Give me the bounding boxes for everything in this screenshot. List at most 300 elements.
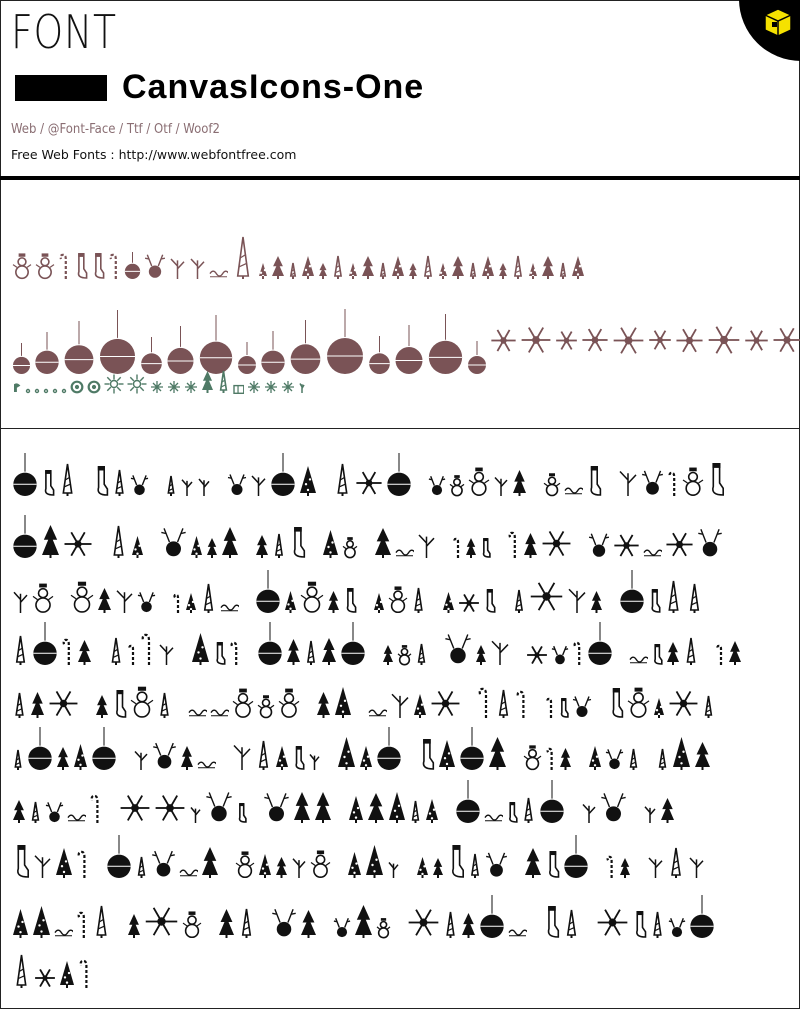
garland-icon bbox=[368, 703, 387, 719]
reindeer-icon bbox=[271, 906, 297, 939]
snowflake-icon bbox=[581, 326, 609, 354]
sample-word bbox=[12, 582, 57, 614]
sample-word bbox=[218, 908, 258, 939]
tree-icon bbox=[348, 262, 358, 280]
tree-icon bbox=[571, 255, 585, 280]
tree-icon bbox=[135, 856, 148, 879]
tree-icon bbox=[481, 255, 495, 280]
tree-icon bbox=[201, 846, 219, 879]
snowflake-icon bbox=[119, 792, 151, 824]
tree-icon bbox=[29, 801, 42, 824]
tree-icon bbox=[185, 592, 197, 614]
tree-icon bbox=[391, 255, 405, 280]
snowman-icon bbox=[449, 474, 465, 497]
sprig-icon bbox=[567, 581, 587, 614]
reindeer-icon bbox=[152, 740, 177, 771]
sprig-icon bbox=[158, 638, 175, 666]
sample-word bbox=[428, 466, 530, 497]
tree-icon bbox=[321, 637, 337, 666]
garland-icon bbox=[54, 923, 73, 939]
sprig-icon bbox=[618, 463, 638, 497]
sprig-icon bbox=[417, 527, 436, 559]
ornament-icon bbox=[198, 315, 234, 375]
tree-icon bbox=[255, 534, 269, 559]
stocking-icon bbox=[91, 252, 105, 280]
sample-word bbox=[12, 793, 106, 824]
tree-icon bbox=[468, 262, 478, 280]
sample-word bbox=[12, 844, 93, 879]
sprig-icon bbox=[387, 857, 400, 879]
tree-icon bbox=[165, 475, 177, 497]
reindeer-icon bbox=[605, 747, 624, 771]
sample-word bbox=[12, 622, 95, 666]
sample-word bbox=[160, 525, 242, 559]
stocking-icon bbox=[74, 252, 88, 280]
tree-icon bbox=[588, 745, 602, 771]
tree-icon bbox=[157, 692, 172, 719]
snowflake-icon bbox=[144, 904, 179, 939]
tree-icon bbox=[92, 905, 111, 939]
garland-icon bbox=[484, 808, 503, 824]
sprig-icon bbox=[197, 473, 211, 497]
tree-icon bbox=[619, 857, 631, 879]
snowman-icon bbox=[130, 685, 154, 719]
tree-icon bbox=[488, 736, 507, 771]
wreath-icon bbox=[70, 380, 84, 394]
tree-icon bbox=[12, 692, 27, 719]
sample-word bbox=[227, 453, 320, 497]
tree-icon bbox=[271, 255, 285, 280]
sample-word bbox=[337, 727, 405, 771]
tree-icon bbox=[322, 529, 339, 559]
snowman-icon bbox=[300, 580, 324, 614]
sample-word bbox=[255, 526, 309, 559]
sample-word bbox=[12, 515, 96, 559]
reindeer-icon bbox=[160, 525, 187, 559]
tree-icon bbox=[415, 643, 428, 666]
reindeer-icon bbox=[144, 252, 166, 280]
tree-icon bbox=[382, 644, 394, 666]
sample-word bbox=[374, 527, 439, 559]
tree-icon bbox=[367, 792, 385, 824]
sample-word bbox=[512, 579, 606, 614]
snowflake-icon bbox=[707, 323, 741, 357]
sample-word bbox=[526, 622, 616, 666]
candy-cane-icon bbox=[89, 793, 103, 824]
tree-icon bbox=[73, 743, 88, 771]
candy-cane-icon bbox=[61, 637, 74, 666]
sample-word bbox=[322, 529, 361, 559]
sprig-icon bbox=[189, 802, 202, 824]
stocking-icon bbox=[586, 465, 602, 497]
tree-icon bbox=[361, 255, 375, 280]
stocking-icon bbox=[418, 738, 435, 771]
ornament-icon bbox=[376, 727, 402, 771]
tree-icon bbox=[451, 255, 465, 280]
tree-icon bbox=[438, 262, 448, 280]
tree-icon bbox=[293, 791, 311, 824]
tree-icon bbox=[32, 905, 51, 939]
sample-word bbox=[255, 570, 360, 614]
sample-word bbox=[95, 685, 175, 719]
stocking-icon bbox=[608, 687, 624, 719]
snowflake-icon bbox=[63, 529, 93, 559]
sprig-icon bbox=[12, 585, 29, 614]
snowflake-icon bbox=[596, 906, 629, 939]
star-icon bbox=[150, 380, 164, 394]
tree-icon bbox=[672, 736, 691, 771]
garland-icon bbox=[188, 703, 207, 719]
ornament-icon bbox=[479, 895, 505, 939]
ornament-icon bbox=[98, 310, 137, 375]
stocking-icon bbox=[707, 462, 725, 497]
candy-cane-icon bbox=[477, 686, 492, 719]
tree-icon bbox=[200, 583, 217, 614]
ornament-icon bbox=[394, 325, 424, 375]
font-label: FONT bbox=[11, 5, 117, 59]
sprig-icon bbox=[643, 801, 657, 824]
garland-icon bbox=[220, 598, 239, 614]
sprig-icon bbox=[232, 737, 252, 771]
tree-icon bbox=[333, 463, 352, 497]
snowman-icon bbox=[468, 466, 490, 497]
sample-word bbox=[70, 580, 159, 614]
sample-word bbox=[316, 686, 355, 719]
candy-cane-icon bbox=[515, 689, 529, 719]
tree-icon bbox=[524, 847, 542, 879]
stocking-icon bbox=[483, 588, 496, 614]
sample-line bbox=[12, 899, 731, 939]
reindeer-icon bbox=[485, 850, 508, 879]
tree-icon bbox=[12, 799, 26, 824]
sample-word bbox=[588, 745, 643, 771]
star-icon bbox=[281, 380, 295, 394]
snowflake-icon bbox=[744, 328, 769, 353]
sample-word bbox=[333, 453, 415, 497]
cube-icon bbox=[763, 7, 793, 37]
snowman-icon bbox=[32, 582, 54, 614]
website-link[interactable]: Free Web Fonts : http://www.webfontfree.com bbox=[11, 147, 297, 162]
sprig-icon bbox=[115, 583, 134, 614]
sprig-icon bbox=[33, 848, 52, 879]
garland-icon bbox=[643, 543, 662, 559]
snowflake-icon bbox=[772, 325, 800, 355]
tree-icon bbox=[301, 255, 315, 280]
tree-icon bbox=[373, 592, 385, 614]
tree-icon bbox=[627, 748, 640, 771]
sprig-icon bbox=[490, 633, 510, 666]
snowflake-icon bbox=[458, 592, 480, 614]
tree-icon bbox=[217, 370, 230, 394]
sprig-icon bbox=[180, 474, 194, 497]
sample-line bbox=[12, 626, 758, 666]
stocking-icon bbox=[12, 844, 30, 879]
candy-cane-icon bbox=[140, 632, 155, 666]
sample-word bbox=[133, 740, 219, 771]
stocking-icon bbox=[447, 844, 465, 879]
snowflake-icon bbox=[612, 324, 645, 357]
candy-cane-icon bbox=[229, 640, 241, 666]
ornament-icon bbox=[32, 622, 58, 666]
ornament-icon bbox=[455, 780, 481, 824]
snowflake-icon bbox=[665, 530, 694, 559]
sample-word bbox=[271, 906, 320, 939]
tree-icon bbox=[558, 262, 568, 280]
stocking-icon bbox=[93, 465, 109, 497]
ornament-icon bbox=[270, 453, 296, 497]
candy-cane-icon bbox=[667, 470, 679, 497]
snowflake-icon bbox=[430, 688, 461, 719]
tree-icon bbox=[523, 532, 538, 559]
candy-cane-icon bbox=[452, 536, 462, 559]
tree-icon bbox=[528, 262, 538, 280]
sample-line bbox=[12, 679, 731, 719]
sprig-icon bbox=[133, 745, 149, 771]
bird-icon bbox=[12, 380, 22, 394]
tree-icon bbox=[12, 908, 29, 939]
sample-word bbox=[523, 744, 575, 771]
tree-icon bbox=[12, 635, 29, 666]
tree-icon bbox=[314, 791, 332, 824]
reindeer-icon bbox=[641, 468, 664, 497]
sample-word bbox=[191, 632, 244, 666]
reindeer-icon bbox=[227, 472, 247, 497]
sample-word bbox=[407, 895, 530, 939]
stocking-icon bbox=[558, 697, 569, 719]
candy-cane-icon bbox=[605, 854, 616, 879]
sprig-icon bbox=[308, 749, 321, 771]
tree-icon bbox=[337, 736, 356, 771]
sample-word bbox=[581, 790, 630, 824]
sample-word bbox=[12, 905, 114, 939]
tree-icon bbox=[650, 911, 665, 939]
ornament-icon bbox=[386, 453, 412, 497]
preview-row-ornaments bbox=[12, 305, 800, 375]
reindeer-icon bbox=[600, 790, 627, 824]
tree-icon bbox=[316, 691, 331, 719]
sample-line bbox=[12, 731, 727, 771]
ornament-icon bbox=[619, 570, 645, 614]
reindeer-icon bbox=[697, 526, 723, 559]
candy-cane-icon bbox=[545, 696, 555, 719]
wreath-icon bbox=[87, 380, 101, 394]
sun-icon bbox=[104, 374, 124, 394]
stocking-icon bbox=[543, 905, 560, 939]
sample-word bbox=[373, 585, 429, 614]
snowman-icon bbox=[682, 466, 704, 497]
tree-icon bbox=[59, 960, 75, 989]
sample-line bbox=[12, 784, 691, 824]
tree-icon bbox=[590, 590, 603, 614]
tree-icon bbox=[206, 537, 218, 559]
sample-word bbox=[106, 835, 222, 879]
snowflake-icon bbox=[675, 326, 704, 355]
garland-icon bbox=[508, 923, 527, 939]
sample-word bbox=[715, 640, 745, 666]
snowman-icon bbox=[12, 252, 32, 280]
sample-word bbox=[347, 844, 403, 879]
tree-icon bbox=[512, 589, 526, 614]
candy-cane-icon bbox=[58, 252, 71, 280]
sprig-icon bbox=[390, 686, 410, 719]
reindeer-icon bbox=[263, 790, 290, 824]
tree-icon bbox=[664, 580, 683, 614]
tree-icon bbox=[12, 749, 24, 771]
corner-badge[interactable] bbox=[739, 0, 800, 61]
snowflake-icon bbox=[355, 469, 383, 497]
tree-icon bbox=[299, 465, 317, 497]
star-icon bbox=[264, 380, 278, 394]
tree-icon bbox=[112, 469, 127, 497]
candy-cane-icon bbox=[572, 640, 584, 666]
snowflake-icon bbox=[648, 328, 672, 352]
tree-icon bbox=[686, 583, 703, 614]
tree-icon bbox=[258, 262, 268, 280]
stocking-icon bbox=[289, 526, 306, 559]
sprig-icon bbox=[298, 380, 306, 394]
snowman-icon bbox=[278, 687, 300, 719]
tree-icon bbox=[347, 851, 362, 879]
ornament-icon bbox=[289, 320, 322, 375]
tree-icon bbox=[190, 535, 203, 559]
sun-icon bbox=[127, 374, 147, 394]
snowflake-icon bbox=[34, 967, 56, 989]
tree-icon bbox=[348, 795, 364, 824]
sample-word bbox=[444, 631, 513, 666]
tree-icon bbox=[231, 236, 255, 280]
sample-word bbox=[416, 844, 511, 879]
sample-line bbox=[12, 457, 741, 497]
ornament-icon bbox=[459, 727, 485, 771]
sprig-icon bbox=[189, 252, 206, 280]
tree-icon bbox=[318, 262, 328, 280]
snowflake-icon bbox=[154, 792, 186, 824]
tree-icon bbox=[416, 856, 429, 879]
sample-word bbox=[235, 849, 334, 879]
sample-line bbox=[12, 574, 719, 614]
garland-icon bbox=[564, 481, 583, 497]
tree-icon bbox=[408, 262, 418, 280]
tree-icon bbox=[77, 639, 92, 666]
candy-cane-icon bbox=[127, 643, 137, 666]
stocking-icon bbox=[112, 689, 127, 719]
sample-word bbox=[452, 536, 494, 559]
tree-icon bbox=[694, 741, 711, 771]
snowman-icon bbox=[627, 686, 650, 719]
sample-word bbox=[109, 525, 147, 559]
ornament-icon bbox=[340, 622, 366, 666]
sample-word bbox=[12, 453, 80, 497]
sample-word bbox=[588, 526, 726, 559]
sample-word bbox=[643, 797, 678, 824]
ornament-icon bbox=[539, 780, 565, 824]
stocking-icon bbox=[41, 469, 55, 497]
tree-icon bbox=[667, 847, 685, 879]
tree-icon bbox=[511, 255, 525, 280]
garland-icon bbox=[67, 808, 86, 824]
garland-icon bbox=[629, 650, 648, 666]
stocking-icon bbox=[236, 802, 247, 824]
sample-word bbox=[12, 727, 120, 771]
sample-word bbox=[545, 694, 595, 719]
gift-icon bbox=[233, 380, 244, 394]
snowflake-icon bbox=[668, 688, 699, 719]
tree-icon bbox=[180, 745, 194, 771]
snowman-icon bbox=[397, 644, 412, 666]
sample-word bbox=[618, 462, 728, 497]
sprig-icon bbox=[647, 851, 664, 879]
header bbox=[0, 0, 800, 178]
sample-word bbox=[172, 583, 242, 614]
tree-icon bbox=[421, 255, 435, 280]
tree-icon bbox=[109, 525, 128, 559]
sample-word bbox=[263, 790, 335, 824]
tree-icon bbox=[660, 797, 675, 824]
sprig-icon bbox=[493, 471, 509, 497]
dot-icon bbox=[52, 384, 58, 394]
ornament-icon bbox=[27, 727, 53, 771]
garland-icon bbox=[197, 755, 216, 771]
sprig-icon bbox=[581, 798, 597, 824]
sample-word bbox=[455, 780, 568, 824]
tree-icon bbox=[334, 686, 352, 719]
ornament-icon bbox=[325, 309, 365, 375]
tree-icon bbox=[498, 262, 508, 280]
tree-icon bbox=[12, 954, 31, 989]
snowman-icon bbox=[310, 849, 331, 879]
tree-icon bbox=[728, 640, 742, 666]
sample-word bbox=[477, 686, 532, 719]
tree-icon bbox=[55, 847, 73, 879]
sample-word bbox=[524, 835, 592, 879]
ornament-icon bbox=[91, 727, 117, 771]
tree-icon bbox=[461, 912, 476, 939]
reindeer-icon bbox=[137, 590, 156, 614]
reindeer-icon bbox=[551, 644, 569, 666]
star-icon bbox=[167, 380, 181, 394]
sample-word bbox=[418, 727, 510, 771]
tree-icon bbox=[468, 853, 482, 879]
stocking-icon bbox=[213, 641, 226, 666]
reindeer-icon bbox=[205, 789, 233, 824]
candy-cane-icon bbox=[78, 958, 92, 989]
snowflake-icon bbox=[541, 528, 572, 559]
ornament-icon bbox=[467, 341, 487, 375]
stocking-icon bbox=[292, 745, 305, 771]
tree-icon bbox=[541, 255, 555, 280]
reindeer-icon bbox=[130, 473, 149, 497]
ornament-icon bbox=[368, 336, 391, 375]
snowflake-icon bbox=[613, 532, 640, 559]
tree-icon bbox=[442, 591, 455, 614]
candy-cane-icon bbox=[76, 910, 89, 939]
snowman-icon bbox=[257, 694, 275, 719]
ornament-icon bbox=[63, 321, 95, 375]
formats-line: Web / @Font-Face / Ttf / Otf / Woof2 bbox=[11, 122, 220, 137]
snowman-icon bbox=[388, 585, 408, 614]
snowflake-icon bbox=[526, 644, 548, 666]
sprig-icon bbox=[291, 852, 307, 879]
ornament-icon bbox=[689, 895, 715, 939]
dot-icon bbox=[61, 384, 67, 394]
sample-word bbox=[368, 686, 464, 719]
reindeer-icon bbox=[428, 474, 446, 497]
sample-word bbox=[119, 789, 250, 824]
tree-icon bbox=[374, 527, 392, 559]
garland-icon bbox=[210, 703, 229, 719]
candy-cane-icon bbox=[545, 746, 556, 771]
sample-word bbox=[12, 954, 95, 989]
